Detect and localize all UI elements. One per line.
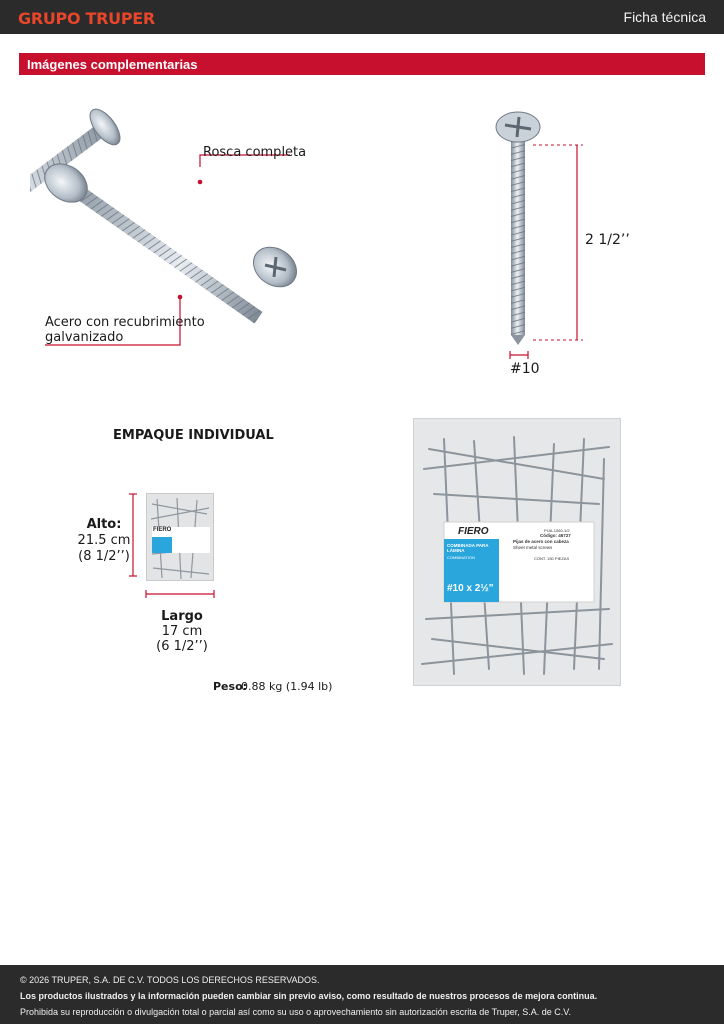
- callout-thread: Rosca completa: [203, 145, 307, 160]
- screw-dimension-drawing: [485, 105, 595, 365]
- weight-label: Peso:: [213, 680, 248, 693]
- dimension-length: 2 1/2’’: [585, 232, 630, 248]
- bag-type-es: COMBINADA PARA LÁMINA: [447, 543, 489, 553]
- screw-front-head: [37, 156, 304, 295]
- length-label: Largo: [161, 609, 203, 624]
- bag-quantity: CONT. 150 PIEZAS: [534, 556, 570, 561]
- document-type: Ficha técnica: [623, 9, 706, 25]
- callout-material-line2: galvanizado: [45, 330, 124, 345]
- height-in: (8 1/2’’): [78, 549, 130, 564]
- height-dimension-line: [127, 490, 139, 582]
- section-header: [19, 53, 705, 75]
- length-cm: 17 cm: [161, 624, 203, 639]
- length-dimension-line: [144, 588, 216, 600]
- height-label: Alto:: [86, 517, 122, 532]
- bag-size: #10 x 2½": [447, 583, 494, 594]
- footer-copyright: © 2026 TRUPER, S.A. DE C.V. TODOS LOS DERECHOS RESERVADOS.: [20, 975, 320, 985]
- weight-value: 0.88 kg (1.94 lb): [241, 680, 333, 693]
- bag-type-en: COMBINATION: [447, 555, 475, 560]
- height-cm: 21.5 cm: [77, 533, 131, 548]
- bag-code: Código: 46727: [540, 533, 571, 538]
- callout-material-line1: Acero con recubrimiento: [45, 315, 205, 330]
- bag-model: PIJA-1060-1/2: [544, 528, 570, 533]
- top-bar: [0, 0, 724, 34]
- packaging-bag-photo: [413, 418, 621, 686]
- dimension-gauge: #10: [510, 361, 540, 377]
- packaging-thumbnail: [146, 493, 214, 581]
- section-title: Imágenes complementarias: [27, 57, 198, 72]
- screw-front: [62, 177, 263, 323]
- packaging-title: EMPAQUE INDIVIDUAL: [113, 428, 274, 443]
- brand-logo: GRUPO TRUPER: [18, 9, 155, 28]
- bag-description: Pijas de acero con cabeza: [513, 539, 569, 544]
- footer-prohibition: Prohibida su reproducción o divulgación total o parcial así como su uso o aprovechamiento sin autorización escrita de Truper, S.A. de C.V.: [20, 1007, 571, 1017]
- packaging-thumbnail-brand: FIERO: [153, 527, 172, 533]
- footer: [0, 965, 724, 1024]
- bag-brand: FIERO: [458, 526, 489, 537]
- length-in: (6 1/2’’): [156, 639, 208, 654]
- bag-description-en: Sheet metal screws: [513, 545, 553, 550]
- footer-notice: Los productos ilustrados y la información pueden cambiar sin previo aviso, como resultado de nuestros procesos de mejora continua.: [20, 991, 598, 1001]
